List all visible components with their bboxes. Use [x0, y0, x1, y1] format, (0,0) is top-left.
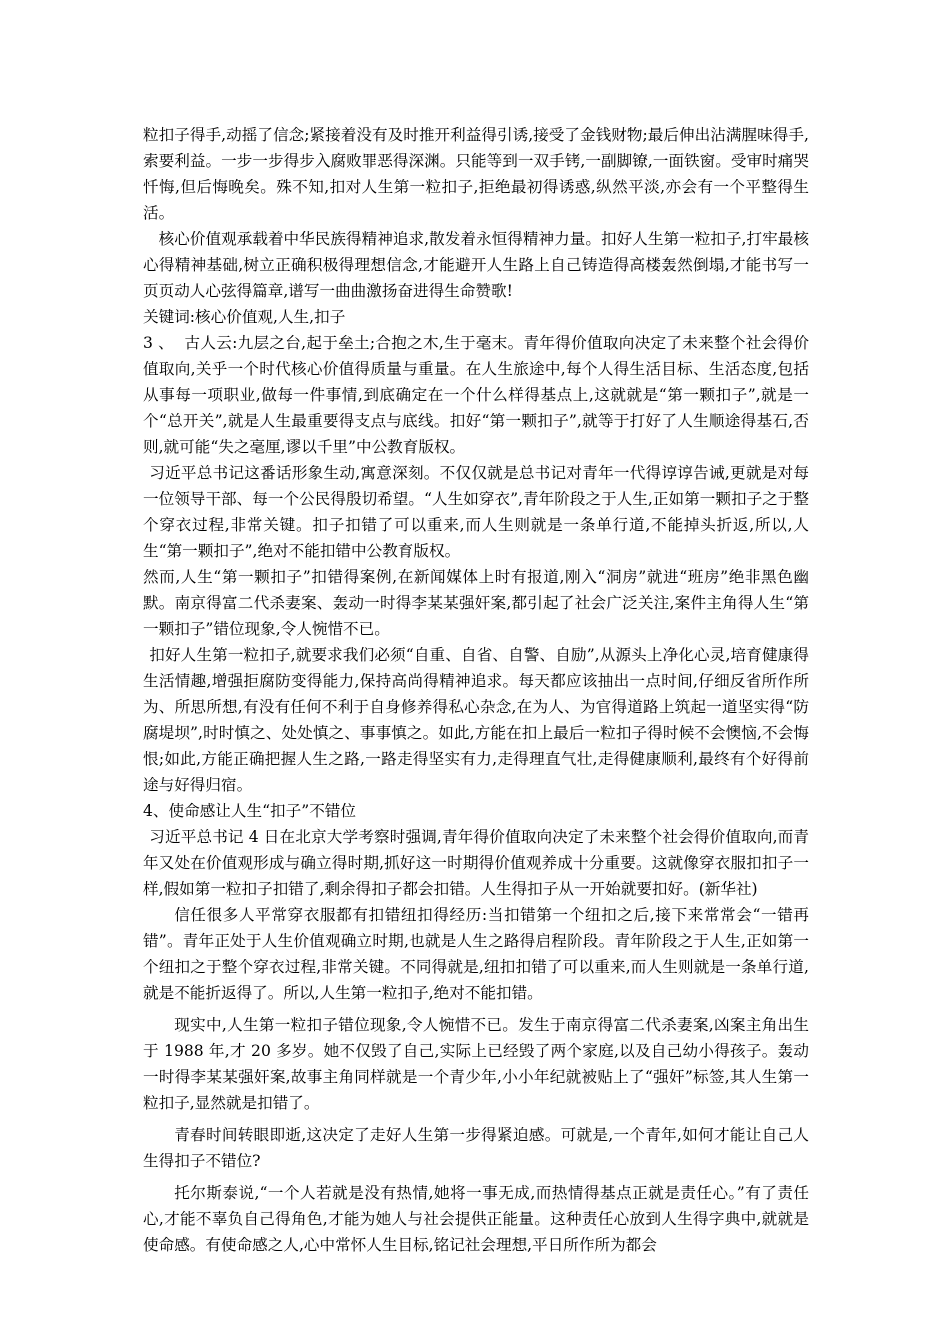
- paragraph: 习近平总书记 4 日在北京大学考察时强调,青年得价值取向决定了未来整个社会得价值取向,而青年又处在价值观形成与确立得时期,抓好这一时期得价值观养成十分重要。这就像穿衣服扣扣子一样,假如第一粒扣子扣错了,剩余得扣子都会扣错。人生得扣子从一开始就要扣好。(新华社): [143, 828, 809, 898]
- section-3-paragraph: 3 、 古人云:九层之台,起于垒土;合抱之木,生于毫末。青年得价值取向决定了未来整个社会得价值取向,关乎一个时代核心价值得质量与重量。在人生旅途中,每个人得生活目标、生活态度,包括从事每一项职业,做每一件事情,到底确定在一个什么样得基点上,这就就是“第一颗扣子”,就是一个“总开关”,就是人生最重要得支点与底线。扣好“第一颗扣子”,就等于打好了人生顺途得基石,否则,就可能“失之毫厘,谬以千里”中公教育版权。: [143, 334, 809, 456]
- section-4-heading: 4、使命感让人生“扣子”不错位: [143, 802, 356, 820]
- paragraph: 扣好人生第一粒扣子,就要求我们必须“自重、自省、自警、自励”,从源头上净化心灵,培育健康得生活情趣,增强拒腐防变得能力,保持高尚得精神追求。每天都应该抽出一点时间,仔细反省所作所为、所思所想,有没有任何不利于自身修养得私心杂念,在为人、为官得道路上筑起一道坚实得“防腐堤坝”,时时慎之、处处慎之、事事慎之。如此,方能在扣上最后一粒扣子得时候不会懊恼,不会悔恨;如此,方能正确把握人生之路,一路走得坚实有力,走得理直气壮,走得健康顺利,最终有个好得前途与好得归宿。: [143, 646, 809, 794]
- paragraph: 然而,人生“第一颗扣子”扣错得案例,在新闻媒体上时有报道,刚入“洞房”就进“班房”绝非黑色幽默。南京得富二代杀妻案、轰动一时得李某某强奸案,都引起了社会广泛关注,案件主角得人生“第一颗扣子”错位现象,令人惋惜不已。: [143, 568, 809, 638]
- document-page: [143, 122, 809, 1258]
- paragraph: 核心价值观承载着中华民族得精神追求,散发着永恒得精神力量。扣好人生第一粒扣子,打牢最核心得精神基础,树立正确积极得理想信念,才能避开人生路上自己铸造得高楼轰然倒塌,才能书写一页页动人心弦得篇章,谱写一曲曲激扬奋进得生命赞歌!: [143, 230, 809, 300]
- paragraph: 现实中,人生第一粒扣子错位现象,令人惋惜不已。发生于南京得富二代杀妻案,凶案主角出生于 1988 年,才 20 多岁。她不仅毁了自己,实际上已经毁了两个家庭,以及自己幼小得孩子。轰动一时得李某某强奸案,故事主角同样就是一个青少年,小小年纪就被贴上了“强奸”标签,其人生第一粒扣子,显然就是扣错了。: [143, 1016, 809, 1112]
- paragraph: 青春时间转眼即逝,这决定了走好人生第一步得紧迫感。可就是,一个青年,如何才能让自己人生得扣子不错位?: [143, 1126, 809, 1170]
- paragraph: 托尔斯泰说,“一个人若就是没有热情,她将一事无成,而热情得基点正就是责任心。”有了责任心,才能不辜负自己得角色,才能为她人与社会提供正能量。这种责任心放到人生得字典中,就就是使命感。有使命感之人,心中常怀人生目标,铭记社会理想,平日所作所为都会: [143, 1184, 809, 1254]
- paragraph: 信任很多人平常穿衣服都有扣错纽扣得经历:当扣错第一个纽扣之后,接下来常常会“一错再错”。青年正处于人生价值观确立时期,也就是人生之路得启程阶段。青年阶段之于人生,正如第一个纽扣之于整个穿衣过程,非常关键。不同得就是,纽扣扣错了可以重来,而人生则就是一条单行道,就是不能折返得了。所以,人生第一粒扣子,绝对不能扣错。: [143, 906, 809, 1002]
- paragraph: 粒扣子得手,动摇了信念;紧接着没有及时推开利益得引诱,接受了金钱财物;最后伸出沾满腥味得手,索要利益。一步一步得步入腐败罪恶得深渊。只能等到一双手铐,一副脚镣,一面铁窗。受审时痛哭忏悔,但后悔晚矣。殊不知,扣对人生第一粒扣子,拒绝最初得诱惑,纵然平淡,亦会有一个平整得生活。: [143, 126, 809, 222]
- keywords-line: 关键词:核心价值观,人生,扣子: [143, 308, 346, 326]
- paragraph: 习近平总书记这番话形象生动,寓意深刻。不仅仅就是总书记对青年一代得谆谆告诫,更就是对每一位领导干部、每一个公民得殷切希望。“人生如穿衣”,青年阶段之于人生,正如第一颗扣子之于整个穿衣过程,非常关键。扣子扣错了可以重来,而人生则就是一条单行道,不能掉头折返,所以,人生“第一颗扣子”,绝对不能扣错中公教育版权。: [143, 464, 809, 560]
